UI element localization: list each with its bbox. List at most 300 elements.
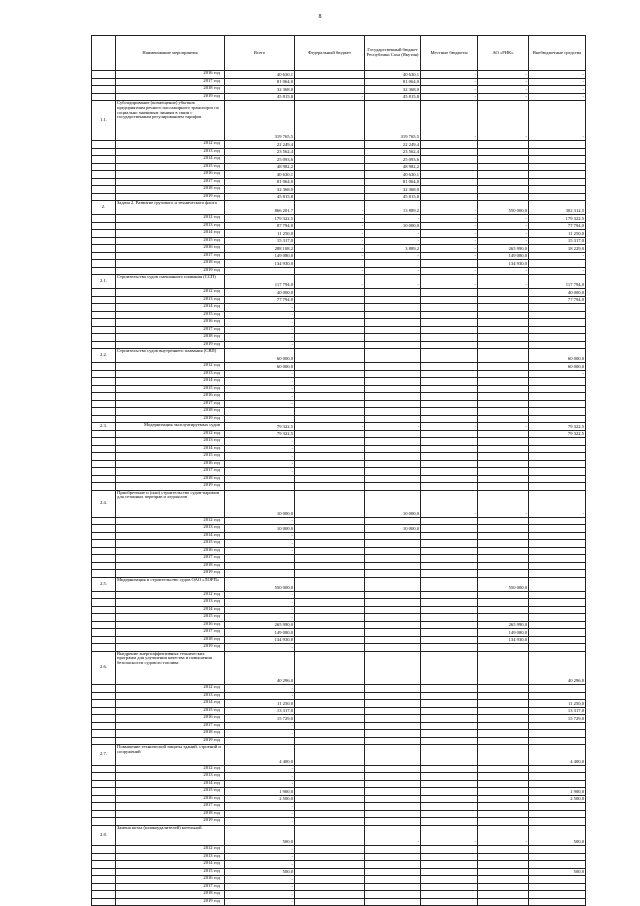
row-name-cell: 2017 год [116,883,225,891]
value-cell [295,193,365,201]
row-name-cell: 2015 год [116,540,225,548]
row-number-cell [92,334,116,342]
value-cell [478,525,529,533]
value-cell [365,349,421,363]
value-cell: - [365,423,421,431]
value-cell: 77 794,0 [225,296,295,304]
value-cell: - [225,341,295,349]
value-cell [421,577,478,591]
value-cell [529,555,586,563]
table-row [92,562,586,570]
row-number-cell [92,370,116,378]
value-cell [529,468,586,476]
table-row [92,737,586,745]
value-cell [529,141,586,149]
value-cell [529,644,586,652]
table-row [92,334,586,342]
value-cell [529,780,586,788]
value-cell [529,810,586,818]
value-cell [295,570,365,578]
value-cell [295,468,365,476]
table-row [92,230,586,238]
table-row [92,868,586,876]
value-cell [295,460,365,468]
value-cell [529,326,586,334]
value-cell: - [478,215,529,223]
table-row [92,141,586,149]
value-cell [421,475,478,483]
value-cell [365,453,421,461]
value-cell [365,408,421,416]
value-cell [478,570,529,578]
table-row [92,201,586,215]
table-row [92,252,586,260]
value-cell [295,71,365,79]
row-name-cell: 2017 год [116,722,225,730]
row-number-cell [92,483,116,491]
budget-table [91,35,586,906]
value-cell [365,547,421,555]
value-cell [421,163,478,171]
row-number-cell [92,237,116,245]
value-cell [365,577,421,591]
row-name-cell: 2014 год [116,700,225,708]
value-cell [478,591,529,599]
value-cell [295,141,365,149]
value-cell [478,651,529,685]
row-name-cell: Приобретение и (или) строительство судов-паромов для сезонных переправ и ледоколов [116,490,225,517]
row-name-cell: Внедрение энергоэффективных технических программ для улучшения качества и повышения безопасности судового топлива [116,651,225,685]
value-cell [478,722,529,730]
value-cell [295,385,365,393]
value-cell: - [421,275,478,289]
table-row [92,773,586,781]
value-cell: 1 900,0 [225,788,295,796]
value-cell [295,737,365,745]
row-number-cell [92,93,116,101]
value-cell: - [421,71,478,79]
row-name-cell: 2016 год [116,460,225,468]
value-cell [529,415,586,423]
value-cell [421,468,478,476]
value-cell: 25 093,6 [225,156,295,164]
value-cell: - [295,423,365,431]
value-cell [421,540,478,548]
value-cell [295,606,365,614]
value-cell [478,606,529,614]
value-cell [421,891,478,899]
value-cell: - [421,490,478,517]
value-cell [365,415,421,423]
row-number-cell [92,445,116,453]
table-row [92,803,586,811]
table-row [92,468,586,476]
value-cell: 13 889,2 [365,201,421,215]
value-cell [295,186,365,194]
row-name-cell: 2013 год [116,599,225,607]
row-number-cell [92,861,116,869]
value-cell [529,483,586,491]
value-cell [295,341,365,349]
value-cell [365,378,421,386]
value-cell [478,700,529,708]
row-name-cell: 2019 год [116,267,225,275]
value-cell [365,483,421,491]
value-cell: 10 000,0 [365,222,421,230]
value-cell [365,692,421,700]
row-number-cell [92,685,116,693]
value-cell: 60 000,0 [529,363,586,371]
value-cell: - [421,245,478,253]
value-cell [365,430,421,438]
value-cell [225,562,295,570]
value-cell: 11 250,0 [225,230,295,238]
value-cell [529,148,586,156]
value-cell [365,385,421,393]
value-cell [365,846,421,854]
value-cell: - [225,614,295,622]
value-cell [295,795,365,803]
row-number-cell: 2.6. [92,651,116,685]
value-cell [478,460,529,468]
value-cell [478,599,529,607]
table-row [92,319,586,327]
row-number-cell [92,773,116,781]
value-cell [529,876,586,884]
value-cell: 32 368,0 [365,186,421,194]
value-cell: 134 930,0 [478,636,529,644]
row-name-cell: 2012 год [116,430,225,438]
table-row [92,222,586,230]
row-name-cell: 2017 год [116,400,225,408]
value-cell [421,707,478,715]
value-cell [295,400,365,408]
row-name-cell: 2015 год [116,311,225,319]
value-cell [295,349,365,363]
table-row [92,700,586,708]
value-cell [295,730,365,738]
table-row [92,178,586,186]
table-row [92,438,586,446]
value-cell [295,868,365,876]
value-cell [225,570,295,578]
row-name-cell: Модернизация эксплуатируемых судов [116,423,225,431]
table-row [92,883,586,891]
value-cell [421,737,478,745]
value-cell [421,883,478,891]
row-name-cell: Повышение технической защиты зданий, строений и сооружений [116,745,225,766]
row-name-cell: 2018 год [116,636,225,644]
value-cell: 77 794,0 [529,296,586,304]
row-number-cell [92,876,116,884]
value-cell [365,707,421,715]
row-number-cell [92,636,116,644]
table-row [92,722,586,730]
value-cell [478,853,529,861]
value-cell: 22 249,4 [225,141,295,149]
value-cell: 3 889,2 [365,245,421,253]
value-cell [421,393,478,401]
value-cell [478,296,529,304]
row-number-cell [92,230,116,238]
row-number-cell [92,468,116,476]
value-cell [365,606,421,614]
value-cell [295,636,365,644]
table-row [92,599,586,607]
value-cell: 149 080,0 [478,252,529,260]
table-row [92,577,586,591]
value-cell [421,349,478,363]
value-cell [365,737,421,745]
value-cell: 550 000,0 [225,577,295,591]
value-cell [295,415,365,423]
row-name-cell: 2018 год [116,186,225,194]
row-name-cell: 2018 год [116,408,225,416]
row-number-cell [92,722,116,730]
row-number-cell [92,311,116,319]
value-cell: 179 322,5 [225,215,295,223]
value-cell: 10 000,0 [365,525,421,533]
value-cell: - [225,385,295,393]
value-cell: - [225,898,295,906]
value-cell [529,730,586,738]
value-cell: 23 562,4 [225,148,295,156]
row-number-cell [92,803,116,811]
row-name-cell: 2018 год [116,562,225,570]
value-cell [421,547,478,555]
row-number-cell [92,296,116,304]
value-cell [295,393,365,401]
value-cell [478,765,529,773]
table-row [92,215,586,223]
row-name-cell: 2015 год [116,788,225,796]
value-cell [478,818,529,826]
value-cell: - [225,773,295,781]
row-number-cell: 2.3. [92,423,116,431]
row-number-cell [92,730,116,738]
value-cell [529,193,586,201]
value-cell [529,685,586,693]
value-cell: - [365,237,421,245]
value-cell [478,737,529,745]
value-cell: 13 317,0 [529,707,586,715]
value-cell: 40 630,1 [225,71,295,79]
value-cell: - [225,378,295,386]
value-cell [529,570,586,578]
table-row [92,570,586,578]
row-number-cell [92,453,116,461]
row-number-cell [92,260,116,268]
value-cell [421,614,478,622]
value-cell [421,438,478,446]
value-cell: 45 815,8 [365,93,421,101]
value-cell [295,825,365,846]
value-cell [421,319,478,327]
table-row [92,795,586,803]
row-number-cell [92,562,116,570]
value-cell: 500,0 [225,825,295,846]
value-cell: - [295,267,365,275]
value-cell [478,555,529,563]
value-cell [365,363,421,371]
value-cell [421,621,478,629]
value-cell [529,562,586,570]
value-cell [421,363,478,371]
value-cell [478,349,529,363]
value-cell: - [529,71,586,79]
value-cell [478,468,529,476]
row-number-cell [92,304,116,312]
table-row [92,304,586,312]
value-cell: - [365,252,421,260]
value-cell [365,722,421,730]
value-cell [421,818,478,826]
value-cell [529,540,586,548]
row-number-cell [92,517,116,525]
value-cell [529,453,586,461]
row-name-cell: 2014 год [116,378,225,386]
value-cell [421,853,478,861]
value-cell [295,861,365,869]
value-cell [478,408,529,416]
row-name-cell: 2017 год [116,803,225,811]
value-cell [529,614,586,622]
value-cell [295,101,365,141]
row-name-cell: 2016 год [116,319,225,327]
value-cell: - [478,423,529,431]
value-cell [365,334,421,342]
value-cell [478,644,529,652]
value-cell [365,861,421,869]
row-number-cell [92,818,116,826]
value-cell [421,408,478,416]
row-number-cell [92,363,116,371]
value-cell [478,788,529,796]
value-cell [421,304,478,312]
value-cell [421,415,478,423]
value-cell [529,311,586,319]
value-cell: - [421,825,478,846]
table-row [92,730,586,738]
value-cell: 13 317,0 [225,707,295,715]
value-cell: - [529,78,586,86]
value-cell: 302 312,5 [529,201,586,215]
row-number-cell [92,178,116,186]
table-row [92,825,586,846]
row-name-cell: 2013 год [116,222,225,230]
value-cell [478,780,529,788]
table-row [92,692,586,700]
row-number-cell [92,460,116,468]
row-number-cell [92,788,116,796]
value-cell [295,525,365,533]
value-cell [295,591,365,599]
value-cell: - [225,861,295,869]
table-row [92,71,586,79]
value-cell [225,475,295,483]
value-cell [421,861,478,869]
value-cell: 10 000,0 [225,525,295,533]
value-cell [295,846,365,854]
value-cell [365,898,421,906]
value-cell: 10 000,0 [365,490,421,517]
value-cell [365,876,421,884]
row-name-cell: 2013 год [116,296,225,304]
table-row [92,644,586,652]
row-number-cell [92,707,116,715]
value-cell [421,171,478,179]
value-cell [295,765,365,773]
header-cell: Всего [225,36,295,71]
value-cell: 2 500,0 [225,795,295,803]
table-row [92,651,586,685]
value-cell [478,532,529,540]
value-cell [478,415,529,423]
value-cell: - [365,275,421,289]
row-name-cell: 2017 год [116,252,225,260]
value-cell [295,532,365,540]
row-number-cell: 2.2. [92,349,116,363]
row-number-cell: 2.1. [92,275,116,289]
row-name-cell: 2012 год [116,765,225,773]
value-cell [365,326,421,334]
value-cell [529,445,586,453]
value-cell [421,599,478,607]
value-cell [421,780,478,788]
row-number-cell [92,385,116,393]
value-cell: 77 794,0 [529,222,586,230]
value-cell [365,570,421,578]
value-cell: 40 296,0 [225,651,295,685]
value-cell [421,532,478,540]
value-cell [365,260,421,268]
value-cell [365,883,421,891]
value-cell: - [478,86,529,94]
value-cell: 550 000,0 [478,577,529,591]
value-cell: - [421,201,478,215]
value-cell [478,540,529,548]
row-name-cell: 2018 год [116,260,225,268]
value-cell [365,400,421,408]
value-cell [365,773,421,781]
value-cell: - [295,93,365,101]
table-row [92,861,586,869]
table-row [92,370,586,378]
value-cell [295,490,365,517]
value-cell: - [529,267,586,275]
table-row [92,636,586,644]
table-row [92,547,586,555]
row-number-cell [92,715,116,723]
header-cell [92,36,116,71]
header-cell: Внебюджетные средства [529,36,586,71]
value-cell: 149 080,0 [225,629,295,637]
value-cell: 32 368,0 [225,86,295,94]
value-cell [365,562,421,570]
value-cell [478,475,529,483]
value-cell [478,707,529,715]
table-row [92,745,586,766]
row-name-cell: 2019 год [116,93,225,101]
value-cell: - [225,692,295,700]
value-cell [421,370,478,378]
value-cell [295,378,365,386]
row-number-cell [92,475,116,483]
value-cell: 79 322,5 [225,423,295,431]
value-cell [529,341,586,349]
value-cell: - [365,215,421,223]
row-number-cell [92,222,116,230]
